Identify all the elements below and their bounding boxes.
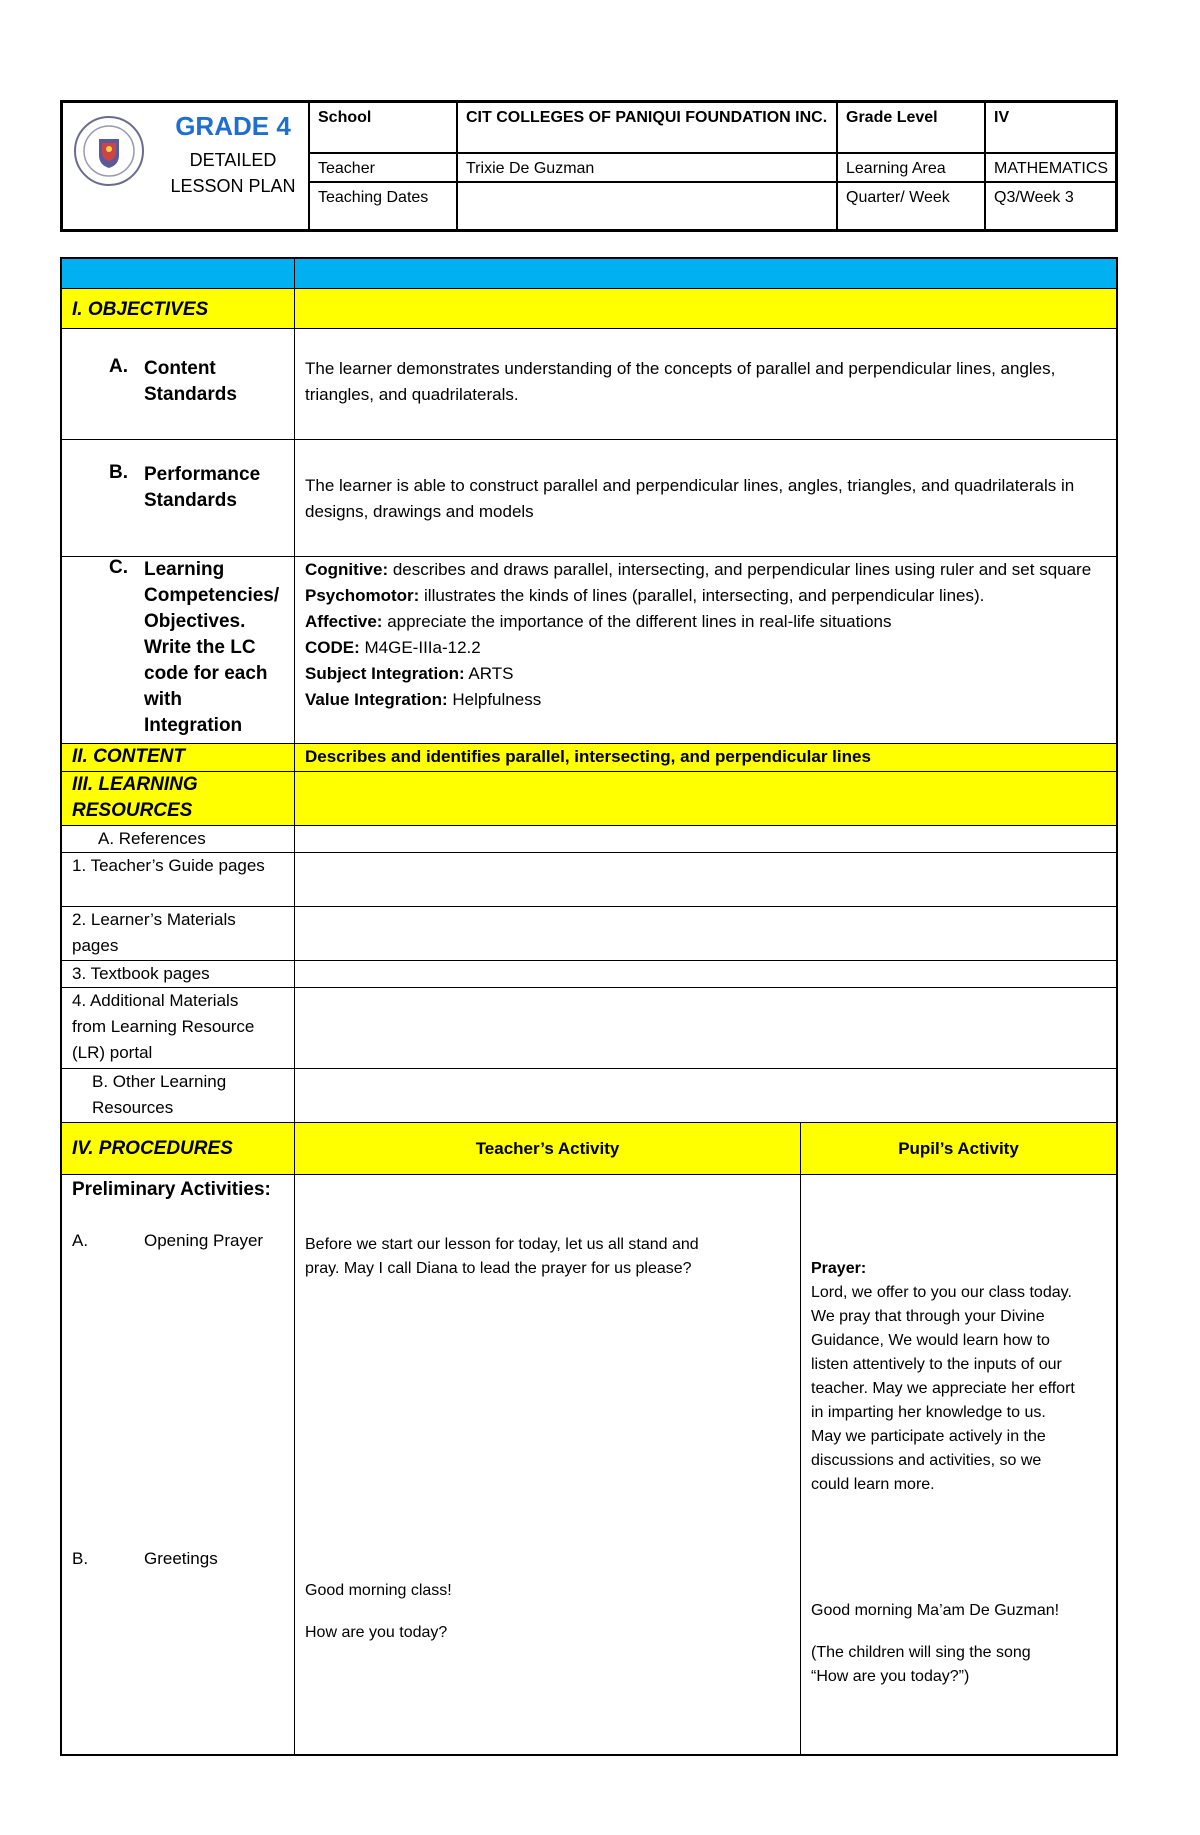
- learning-area-value: MATHEMATICS: [986, 154, 1116, 183]
- procedures-body: [62, 1175, 1116, 1754]
- header-title-cell: [63, 103, 310, 229]
- performance-standards-row: [62, 440, 1116, 557]
- tg-row: [62, 853, 1116, 907]
- procedures-left-column: [62, 1175, 295, 1754]
- teacher-prayer-text: Before we start our lesson for today, let us all stand and pray. May I call Diana to lead the prayer for us please?: [305, 1236, 699, 1277]
- teacher-value: Trixie De Guzman: [458, 154, 838, 183]
- school-value: CIT COLLEGES OF PANIQUI FOUNDATION INC.: [458, 103, 838, 154]
- competencies-row: [62, 557, 1116, 744]
- content-standards-letter: A.: [109, 356, 128, 377]
- psychomotor-text: illustrates the kinds of lines (parallel, intersecting, and perpendicular lines).: [419, 586, 985, 605]
- detailed-label: DETAILED: [189, 150, 277, 170]
- performance-standards-text: The learner is able to construct parallel and perpendicular lines, angles, triangles, and quadrilaterals in designs, drawings and models: [305, 476, 1075, 521]
- pupil-activity-column: [801, 1175, 1116, 1754]
- references-row: [62, 826, 1116, 853]
- cognitive-label: Cognitive:: [305, 560, 389, 579]
- greetings-letter: B.: [72, 1549, 89, 1568]
- competencies-letter: C.: [109, 557, 128, 578]
- blue-band-row: [62, 259, 1116, 289]
- textbook-row: [62, 961, 1116, 988]
- content-standards-row: [62, 329, 1116, 440]
- textbook-label: 3. Textbook pages: [72, 964, 210, 983]
- code-label: CODE:: [305, 638, 360, 657]
- learning-area-label: Learning Area: [838, 154, 986, 183]
- school-label: School: [310, 103, 458, 154]
- lm-row: [62, 907, 1116, 961]
- code-text: M4GE-IIIa-12.2: [359, 638, 481, 657]
- cognitive-text: describes and draws parallel, intersecting, and perpendicular lines using ruler and set square: [388, 560, 1092, 579]
- quarter-label: Quarter/ Week: [838, 183, 986, 229]
- content-title: II. CONTENT: [72, 746, 185, 767]
- performance-standards-label: Performance Standards: [144, 464, 261, 511]
- affective-text: appreciate the importance of the different lines in real-life situations: [382, 612, 892, 631]
- opening-prayer-label: Opening Prayer: [144, 1231, 264, 1250]
- preliminary-label: Preliminary Activities:: [72, 1179, 271, 1200]
- value-integration-text: Helpfulness: [447, 690, 542, 709]
- teacher-activity-head: Teacher’s Activity: [295, 1123, 801, 1174]
- teacher-greeting-1: Good morning class!: [305, 1582, 452, 1599]
- pupil-activity-head: Pupil’s Activity: [898, 1138, 1019, 1158]
- references-label: A. References: [98, 829, 206, 848]
- greetings-label: Greetings: [144, 1549, 218, 1568]
- content-standards-label: Content Standards: [144, 358, 237, 405]
- teacher-label: Teacher: [310, 154, 458, 183]
- subject-integration-text: ARTS: [464, 664, 514, 683]
- procedures-row: [62, 1123, 1116, 1175]
- tg-label: 1. Teacher’s Guide pages: [72, 856, 265, 875]
- opening-prayer-letter: A.: [72, 1231, 89, 1250]
- procedures-title: IV. PROCEDURES: [72, 1138, 233, 1159]
- psychomotor-label: Psychomotor:: [305, 586, 420, 605]
- grade-level-value: IV: [986, 103, 1116, 154]
- subject-integration-label: Subject Integration:: [305, 664, 465, 683]
- quarter-value: Q3/Week 3: [994, 189, 1074, 206]
- resources-row: [62, 772, 1116, 826]
- pupil-greeting-1: Good morning Ma’am De Guzman!: [811, 1602, 1060, 1619]
- teaching-dates-value: [458, 183, 838, 229]
- objectives-title: I. OBJECTIVES: [72, 299, 209, 320]
- lm-label: 2. Learner’s Materials pages: [72, 910, 236, 955]
- teacher-greeting-2: How are you today?: [305, 1624, 448, 1641]
- lesson-plan-label: LESSON PLAN: [170, 176, 296, 196]
- performance-standards-letter: B.: [109, 462, 128, 483]
- other-resources-label: B. Other Learning Resources: [92, 1072, 227, 1117]
- grade-level-label: Grade Level: [838, 103, 986, 154]
- affective-label: Affective:: [305, 612, 383, 631]
- pupil-prayer-title: Prayer:: [811, 1260, 867, 1277]
- grade-title: GRADE 4: [175, 111, 291, 141]
- teaching-dates-label: Teaching Dates: [310, 183, 458, 229]
- competencies-label: Learning Competencies/ Objectives. Write the LC code for each with Integration: [144, 559, 280, 736]
- pupil-greeting-2: (The children will sing the song “How are you today?”): [811, 1644, 1031, 1685]
- value-integration-label: Value Integration:: [305, 690, 448, 709]
- other-resources-row: [62, 1069, 1116, 1123]
- content-standards-text: The learner demonstrates understanding of the concepts of parallel and perpendicular lines, angles, triangles, and quadrilaterals.: [305, 359, 1056, 404]
- lesson-table: [60, 257, 1118, 1756]
- competencies-text: [295, 557, 1116, 713]
- content-text: Describes and identifies parallel, intersecting, and perpendicular lines: [305, 747, 871, 766]
- teacher-activity-column: [295, 1175, 801, 1754]
- header-table: [60, 100, 1118, 232]
- additional-label: 4. Additional Materials from Learning Resource (LR) portal: [72, 991, 255, 1062]
- resources-title: III. LEARNING RESOURCES: [72, 774, 198, 821]
- deped-seal-icon: [73, 115, 145, 187]
- pupil-prayer-text: Lord, we offer to you our class today. We pray that through your Divine Guidance, We would learn how to listen attentively to the inputs of our teacher. May we appreciate her effort in imparting her knowledge to us. May we participate actively in the discussions and activities, so we could learn more.: [811, 1284, 1075, 1493]
- objectives-row: [62, 289, 1116, 329]
- content-row: [62, 744, 1116, 772]
- additional-row: [62, 988, 1116, 1069]
